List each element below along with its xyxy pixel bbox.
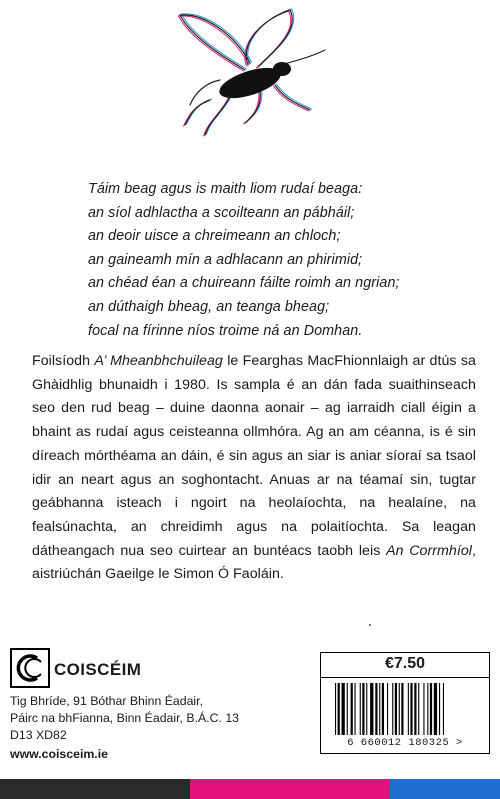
strip-segment-magenta	[190, 779, 390, 799]
publisher-address	[10, 693, 239, 744]
barcode-bar	[423, 683, 424, 735]
barcode-bar	[382, 683, 384, 735]
barcode-bar	[434, 683, 437, 735]
blurb-text: le Fearghas MacFhionnlaigh ar dtús sa Ghàidhlig bhunaidh i 1980. Is sampla é an dán fada suaithinseach seo den rud beag – duine daonna aonair – ag iarraidh ciall éigin a bhaint as rudaí agus ceisteanna ollmhóra. Ag an am céanna, is é sin díreach mórthéama an dáin, é sin agus an siar is aniar síoraí sa tsaol idir an neart agus an soghontacht. Anuas ar na téamaí sin, tugtar geábhanna isteach i ngoirt na heolaíochta, na healaíne, na fealsúnachta, an chreidimh agus na polaitíochta. Sa leagan dátheangach nua seo cuirtear an buntéacs taobh leis	[32, 353, 476, 559]
barcode-bar	[387, 683, 388, 735]
translation-title: An Corrmhíol	[386, 542, 472, 559]
barcode-bar	[410, 683, 412, 735]
price-label: €7.50	[384, 655, 426, 672]
barcode-bar	[375, 683, 377, 735]
poem-line: focal na fírinne níos troime ná an Domhan.	[88, 322, 363, 339]
barcode-bar	[439, 683, 440, 735]
price-barcode-box	[320, 652, 490, 754]
poem-line: an deoir uisce a chreimeann an chloch;	[88, 228, 341, 245]
barcode-bar	[335, 683, 336, 735]
poem-line: an dúthaigh bheag, an teanga bheag;	[88, 298, 330, 315]
barcode-bar	[351, 683, 353, 735]
blurb-paragraph	[32, 350, 476, 587]
barcode-bar	[392, 683, 393, 735]
barcode-bar	[366, 683, 367, 735]
barcode-bar	[370, 683, 373, 735]
poem-line: an chéad éan a chuireann fáilte roimh an ngrian;	[88, 275, 400, 292]
original-title: A’ Mheanbhchuileag	[94, 353, 223, 369]
speck	[369, 624, 371, 626]
blurb-text: , aistriúchán Gaeilge le Simon Ó Faoláin.	[32, 542, 476, 583]
barcode-bar	[347, 683, 348, 735]
barcode-bar	[362, 683, 364, 735]
barcode-bar	[395, 683, 397, 735]
barcode-bar	[360, 683, 361, 735]
mosquito-illustration	[150, 5, 350, 140]
address-line: Tig Bhríde, 91 Bóthar Bhinn Éadair,	[10, 694, 203, 708]
blurb-text: Foilsíodh	[32, 353, 95, 369]
barcode	[333, 683, 477, 735]
barcode-bar	[401, 683, 403, 735]
barcode-number: 6 660012 180325 >	[347, 737, 463, 749]
poem-line: Táim beag agus is maith liom rudaí beaga:	[88, 181, 363, 197]
publisher-name: COISCÉIM	[54, 660, 142, 679]
barcode-bar	[430, 683, 432, 735]
strip-segment-blue	[390, 779, 500, 799]
poem-line: an gaineamh mín a adhlacann an phirimid;	[88, 251, 363, 268]
barcode-bar	[443, 683, 444, 735]
color-strip	[0, 779, 500, 799]
address-line: D13 XD82	[10, 728, 67, 742]
publisher-logo	[10, 648, 50, 688]
barcode-bar	[338, 683, 340, 735]
barcode-bar	[427, 683, 428, 735]
barcode-bar	[408, 683, 409, 735]
barcode-bar	[342, 683, 345, 735]
divider	[321, 677, 489, 678]
poem	[88, 178, 488, 343]
barcode-bar	[379, 683, 380, 735]
address-line: Páirc na bhFianna, Binn Éadair, B.Á.C. 13	[10, 711, 239, 725]
barcode-bar	[355, 683, 356, 735]
poem-line: an síol adhlactha a scoilteann an pábháil;	[88, 204, 355, 221]
strip-segment-dark	[0, 779, 190, 799]
barcode-bar	[418, 683, 419, 735]
barcode-bar	[414, 683, 416, 735]
barcode-bar	[399, 683, 400, 735]
publisher-website[interactable]: www.coisceim.ie	[10, 747, 108, 761]
